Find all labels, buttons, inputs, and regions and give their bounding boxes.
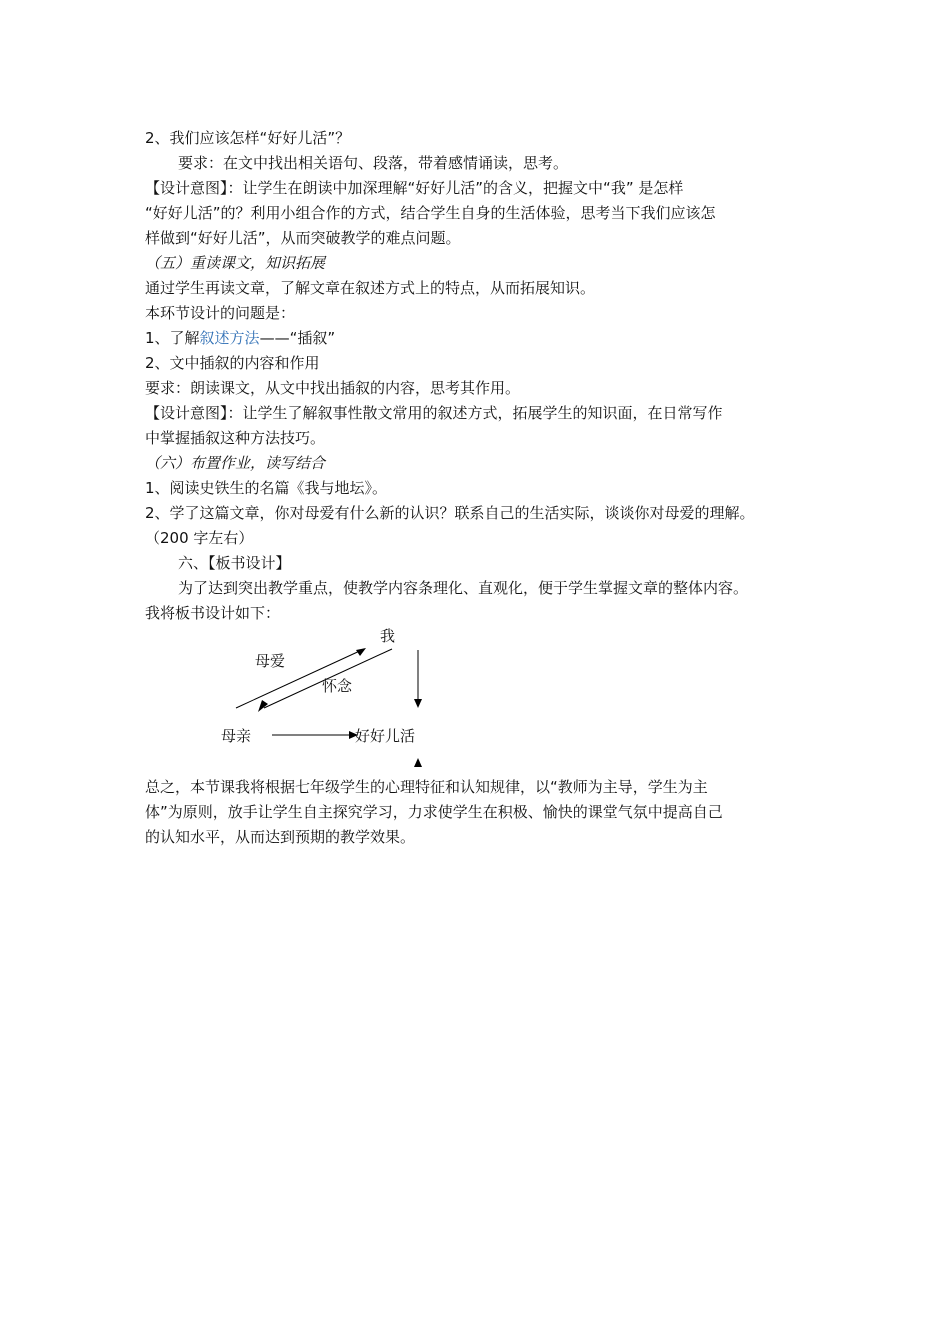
diagram-label-muqin: 母亲	[221, 727, 252, 745]
narrative-method-link[interactable]: 叙述方法	[199, 329, 260, 347]
diagram-label-huainian: 怀念	[322, 677, 353, 695]
question-1-prefix: 1、了解	[145, 329, 200, 347]
question-2: 2、文中插叙的内容和作用	[145, 354, 320, 372]
requirement-text-2: 要求：朗读课文，从文中找出插叙的内容，思考其作用。	[145, 379, 521, 397]
questions-label: 本环节设计的问题是：	[145, 304, 296, 322]
section-5-intro: 通过学生再读文章，了解文章在叙述方式上的特点，从而拓展知识。	[145, 279, 596, 297]
arrowhead-up	[414, 758, 422, 767]
design-intent-2-line-1: 【设计意图】：让学生了解叙事性散文常用的叙述方式，拓展学生的知识面，在日常写作	[145, 404, 723, 422]
board-design-heading: 六、【板书设计】	[178, 554, 291, 572]
board-design-intro-1: 为了达到突出教学重点，使教学内容条理化、直观化，便于学生掌握文章的整体内容。	[178, 579, 749, 597]
question-1-suffix: ——“插叙”	[259, 329, 336, 347]
arrowhead-down	[414, 699, 422, 708]
conclusion-line-3: 的认知水平，从而达到预期的教学效果。	[145, 828, 416, 846]
conclusion-line-1: 总之，本节课我将根据七年级学生的心理特征和认知规律，以“教师为主导，学生为主	[145, 778, 708, 796]
homework-1: 1、阅读史铁生的名篇《我与地坛》。	[145, 479, 388, 497]
arrowhead-to-muqin	[258, 700, 268, 712]
design-intent-line-1: 【设计意图】：让学生在朗读中加深理解“好好儿活”的含义，把握文中“我” 是怎样	[145, 179, 684, 197]
diagram-label-wo: 我	[380, 627, 396, 645]
diagram-label-muai: 母爱	[255, 652, 286, 670]
design-intent-line-2: “好好儿活”的？利用小组合作的方式，结合学生自身的生活体验，思考当下我们应该怎	[145, 204, 716, 222]
conclusion-line-2: 体”为原则，放手让学生自主探究学习，力求使学生在积极、愉快的课堂气氛中提高自己	[145, 803, 723, 821]
board-design-intro-2: 我将板书设计如下：	[145, 604, 281, 622]
design-intent-2-line-2: 中掌握插叙这种方法技巧。	[145, 429, 326, 447]
section-6-heading: （六）布置作业，读写结合	[145, 454, 326, 472]
requirement-text: 要求：在文中找出相关语句、段落，带着感情诵读，思考。	[178, 154, 569, 172]
homework-2-note: （200 字左右）	[145, 529, 254, 547]
design-intent-line-3: 样做到“好好儿活”，从而突破教学的难点问题。	[145, 229, 461, 247]
arrowhead-to-wo	[356, 648, 366, 656]
question-2-heading: 2、我们应该怎样“好好儿活”？	[145, 129, 351, 147]
diagram-label-haohao: 好好儿活	[355, 727, 416, 745]
homework-2: 2、学了这篇文章，你对母爱有什么新的认识？联系自己的生活实际，谈谈你对母爱的理解。	[145, 504, 755, 522]
section-5-heading: （五）重读课文，知识拓展	[145, 254, 326, 272]
